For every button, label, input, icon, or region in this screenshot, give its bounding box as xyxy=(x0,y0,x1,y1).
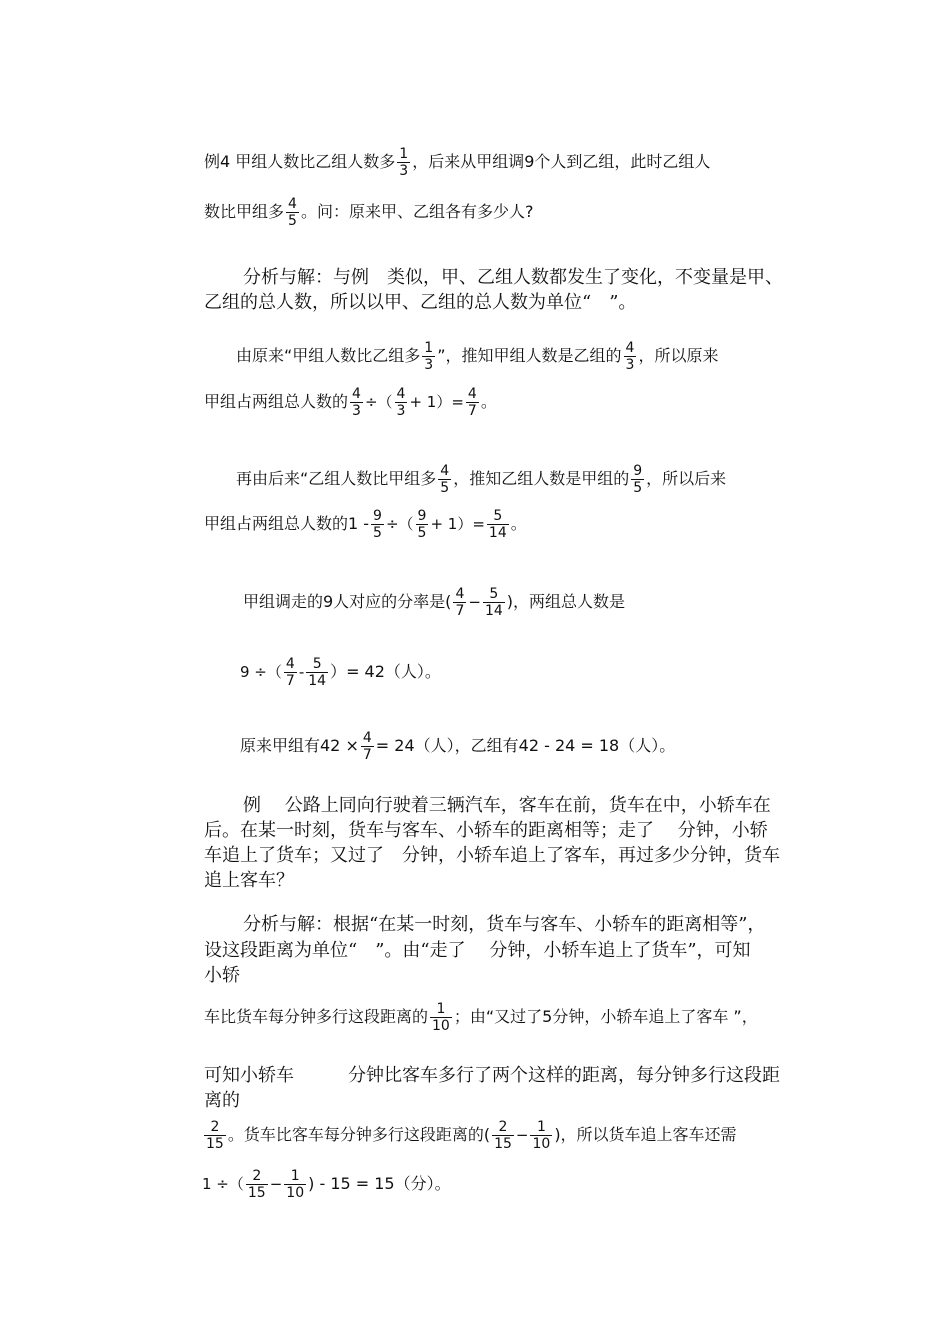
fraction: $\frac{1}{3}$ xyxy=(399,146,409,179)
fraction: $\frac{4}{3}$ xyxy=(352,386,361,419)
fraction: $\frac{2}{15}$ xyxy=(206,1119,224,1152)
fraction: $\frac{4}{7}$ xyxy=(362,730,372,763)
fraction: $\frac{4}{7}$ xyxy=(285,656,295,689)
fraction: $\frac{2}{15}$ xyxy=(247,1168,266,1201)
ex4-line1: 例4 甲组人数比乙组人数多 $\frac{1}{3}$ ，后来从甲组调9个人到乙组，此时乙组人 xyxy=(204,146,711,179)
step2-line2: 甲组占两组总人数的1 - $\frac{9}{5}$ ÷（ $\frac{9}{5}$ + 1）= $\frac{5}{14}$ 。 xyxy=(204,508,527,541)
step2-line1: 再由后来“乙组人数比甲组多 $\frac{4}{5}$ ，推知乙组人数是甲组的 $\frac{9}{5}$ ，所以后来 xyxy=(236,463,727,496)
analysis2-line8: 1 ÷（ $\frac{2}{15}$ − $\frac{1}{10}$ ) - 15 = 15（分）。 xyxy=(202,1168,451,1201)
step3-line2: 9 ÷（ $\frac{4}{7}$ - $\frac{5}{14}$ ）= 42（人）。 xyxy=(240,656,441,689)
fraction: $\frac{4}{3}$ xyxy=(625,340,635,373)
fraction: $\frac{2}{15}$ xyxy=(494,1119,512,1152)
ex5-line1: 例 公路上同向行驶着三辆汽车，客车在前，货车在中，小轿车在 xyxy=(243,795,771,816)
step3-line1: 甲组调走的9人对应的分率是( $\frac{4}{7}$ − $\frac{5}{14}$ )，两组总人数是 xyxy=(243,586,626,619)
fraction: $\frac{4}{7}$ xyxy=(467,386,477,419)
ex5-line2: 后。在某一时刻，货车与客车、小轿车的距离相等；走了 分钟，小轿 xyxy=(204,820,768,841)
step1-line2: 甲组占两组总人数的 $\frac{4}{3}$ ÷（ $\frac{4}{3}$ + 1）= $\frac{4}{7}$ 。 xyxy=(204,386,497,419)
analysis2-line5: 可知小轿车 分钟比客车多行了两个这样的距离，每分钟多行这段距 xyxy=(204,1065,780,1086)
ex5-line4: 追上客车？ xyxy=(204,870,294,891)
fraction: $\frac{5}{14}$ xyxy=(484,586,503,619)
analysis2-line1: 分析与解：根据“在某一时刻，货车与客车、小轿车的距离相等”， xyxy=(243,914,766,935)
fraction: $\frac{9}{5}$ xyxy=(633,463,643,496)
fraction: $\frac{1}{10}$ xyxy=(286,1168,305,1201)
ex5-line3: 车追上了货车；又过了 分钟，小轿车追上了客车，再过多少分钟，货车 xyxy=(204,845,780,866)
analysis2-line2: 设这段距离为单位“ ”。由“走了 分钟，小轿车追上了货车”，可知 xyxy=(204,940,751,961)
fraction: $\frac{9}{5}$ xyxy=(373,508,382,541)
step4-line: 原来甲组有42 × $\frac{4}{7}$ = 24（人），乙组有42 - 24 = 18（人）。 xyxy=(240,730,676,763)
analysis2-line3: 小轿 xyxy=(204,965,240,986)
analysis1-line2: 乙组的总人数，所以以甲、乙组的总人数为单位“ ”。 xyxy=(204,292,637,313)
analysis2-line6: 离的 xyxy=(204,1090,240,1111)
fraction: $\frac{4}{5}$ xyxy=(288,196,297,229)
fraction: $\frac{1}{3}$ xyxy=(424,340,434,373)
fraction: $\frac{1}{10}$ xyxy=(532,1119,551,1152)
analysis2-line4: 车比货车每分钟多行这段距离的 $\frac{1}{10}$ ；由“又过了5分钟，小轿车追上了客车 ”， xyxy=(204,1001,758,1034)
fraction: $\frac{5}{14}$ xyxy=(308,656,327,689)
analysis1-line1: 分析与解：与例 类似，甲、乙组人数都发生了变化，不变量是甲、 xyxy=(243,267,783,288)
fraction: $\frac{9}{5}$ xyxy=(417,508,427,541)
fraction: $\frac{1}{10}$ xyxy=(432,1001,450,1034)
fraction: $\frac{5}{14}$ xyxy=(488,508,507,541)
analysis2-line7: $\frac{2}{15}$ 。货车比客车每分钟多行这段距离的( $\frac{2}{15}$ − $\frac{1}{10}$ )，所以货车追上客车还需 xyxy=(206,1119,737,1152)
step1-line1: 由原来“甲组人数比乙组多 $\frac{1}{3}$ ”，推知甲组人数是乙组的 $\frac{4}{3}$ ，所以原来 xyxy=(236,340,719,373)
fraction: $\frac{4}{3}$ xyxy=(396,386,406,419)
fraction: $\frac{4}{7}$ xyxy=(455,586,465,619)
ex4-line2: 数比甲组多 $\frac{4}{5}$ 。问：原来甲、乙组各有多少人? xyxy=(204,196,534,229)
fraction: $\frac{4}{5}$ xyxy=(440,463,450,496)
